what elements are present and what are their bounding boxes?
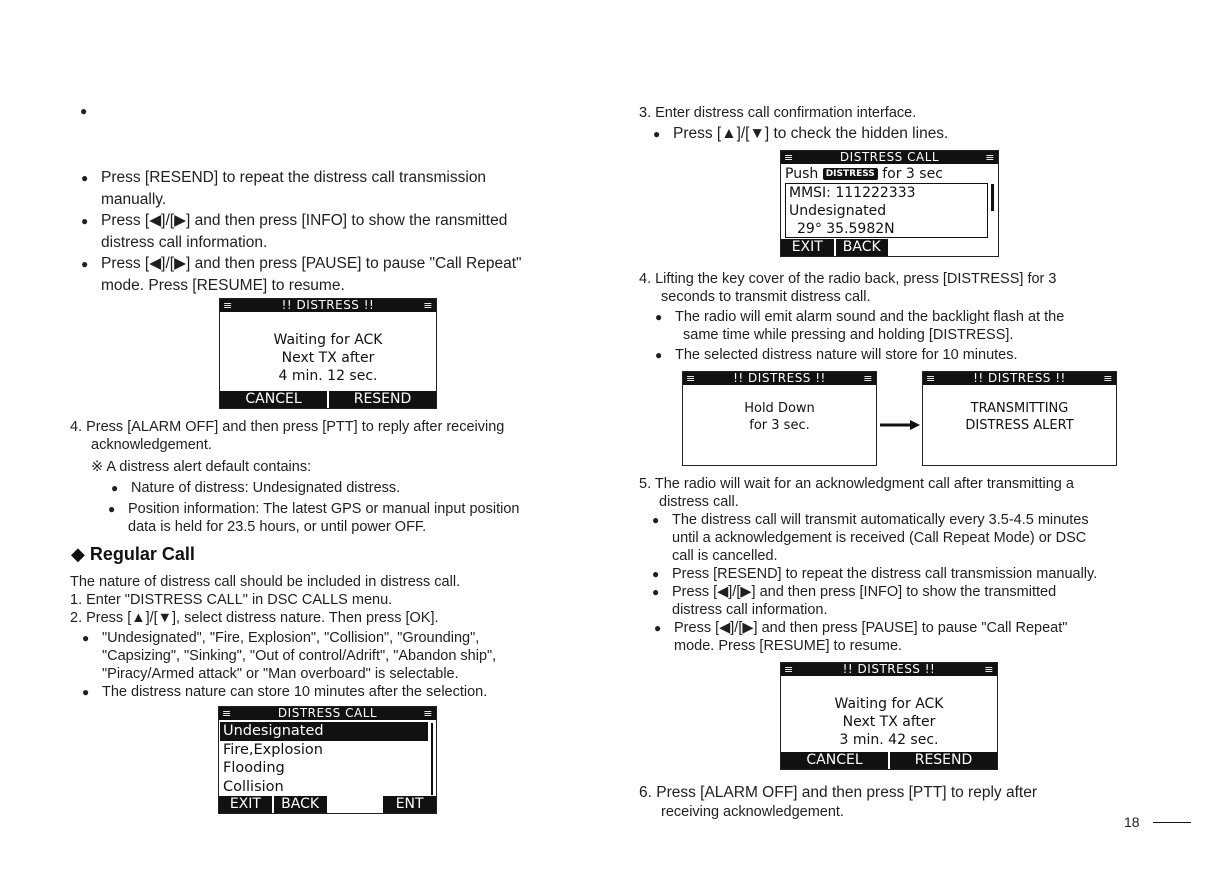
screen-title: !! DISTRESS !! <box>842 662 936 676</box>
section-heading: ◆ Regular Call <box>71 544 195 564</box>
list-item: Fire,Explosion <box>223 741 323 758</box>
list-item: Flooding <box>223 760 285 776</box>
left-step-1: 1. Enter "DISTRESS CALL" in DSC CALLS menu. <box>70 592 393 608</box>
note-bullet-1: ● Nature of distress: Undesignated distress. <box>111 480 401 496</box>
ent-softkey: ENT <box>381 796 436 813</box>
pause-bullet-right: ● Press [◀]/[▶] and then press [PAUSE] to pause "Call Repeat" mode. Press [RESUME] to resume. <box>654 620 1068 654</box>
note-bullet-2: ● Position information: The latest GPS or manual input position data is held for 23.5 hours, or until power OFF. <box>108 501 520 535</box>
auto-bullet: ● The distress call will transmit automatically every 3.5-4.5 minutes until a acknowledgement is received (Call Repeat Mode) or DSC call is cancelled. <box>652 512 1089 564</box>
store-bullet: ● The distress nature can store 10 minutes after the selection. <box>82 684 488 700</box>
screen-line: Next TX after <box>842 714 936 730</box>
list-item: Collision <box>223 778 284 795</box>
screen-line: 4 min. 12 sec. <box>278 368 378 384</box>
scrollbar <box>431 723 433 795</box>
exit-softkey: EXIT <box>229 796 261 812</box>
lcd-waiting-ack-2: ≡ !! DISTRESS !! ≡ Waiting for ACK Next TX after 3 min. 42 sec. CANCEL RESEND <box>780 662 998 770</box>
cancel-softkey: CANCEL <box>806 752 863 768</box>
screen-title: !! DISTRESS !! <box>973 371 1066 385</box>
push-label: Push <box>785 166 819 182</box>
back-softkey: BACK <box>834 239 889 256</box>
info-bullet-right: ● Press [◀]/[▶] and then press [INFO] to show the transmitted distress call information. <box>652 584 1057 618</box>
push-tail: for 3 sec <box>882 166 943 182</box>
note-line: ※ A distress alert default contains: <box>91 459 312 475</box>
lcd-transmitting: ≡ !! DISTRESS !! ≡ TRANSMITTING DISTRESS ALERT <box>922 371 1117 466</box>
position-line: 29° 35.5982N <box>797 221 895 237</box>
screen-line: Waiting for ACK <box>834 696 944 712</box>
screen-line: DISTRESS ALERT <box>965 418 1074 433</box>
nature-line: Undesignated <box>789 203 887 219</box>
selected-bullet: ● The selected distress nature will store for 10 minutes. <box>655 347 1018 363</box>
screen-line: Next TX after <box>281 350 375 366</box>
right-step-6: 6. Press [ALARM OFF] and then press [PTT] to reply after receiving acknowledgement. <box>639 784 1037 820</box>
page-number: 18 <box>1124 814 1140 830</box>
pause-bullet: ● Press [◀]/[▶] and then press [PAUSE] to pause "Call Repeat" mode. Press [RESUME] to resume. <box>81 255 522 294</box>
resend-softkey: RESEND <box>888 752 997 769</box>
exit-softkey: EXIT <box>791 239 823 255</box>
screen-line: Waiting for ACK <box>273 332 383 348</box>
screen-line: TRANSMITTING <box>970 401 1069 416</box>
check-bullet: ● Press [▲]/[▼] to check the hidden lines. <box>653 125 949 142</box>
intro-paragraph: The nature of distress call should be included in distress call. <box>70 574 461 590</box>
left-step-2: 2. Press [▲]/[▼], select distress nature. Then press [OK]. <box>70 610 439 626</box>
screen-title: DISTRESS CALL <box>839 150 940 164</box>
back-softkey: BACK <box>272 796 327 813</box>
cancel-softkey: CANCEL <box>245 391 302 407</box>
screen-title: !! DISTRESS !! <box>281 298 375 312</box>
resend-softkey: RESEND <box>327 391 436 408</box>
right-step-5: 5. The radio will wait for an acknowledgment call after transmitting a distress call. <box>639 476 1074 510</box>
arrow-right-icon <box>880 417 920 427</box>
lcd-distress-call-list: ≡ DISTRESS CALL ≡ Undesignated Fire,Explosion Flooding Collision EXIT BACK ENT <box>218 706 437 814</box>
right-step-4: 4. Lifting the key cover of the radio back, press [DISTRESS] for 3 seconds to transmit distress call. <box>639 271 1057 305</box>
list-item-selected: Undesignated <box>220 722 428 741</box>
screen-title: DISTRESS CALL <box>277 706 378 720</box>
resend-bullet-right: ● Press [RESEND] to repeat the distress call transmission manually. <box>652 566 1098 582</box>
screen-line: for 3 sec. <box>749 418 810 433</box>
info-bullet: ● Press [◀]/[▶] and then press [INFO] to show the ransmitted distress call information. <box>81 212 508 251</box>
scrollbar <box>991 184 994 211</box>
right-step-3: 3. Enter distress call confirmation interface. <box>639 105 917 121</box>
alarm-bullet: ● The radio will emit alarm sound and the backlight flash at the same time while pressing and holding [DISTRESS]. <box>655 309 1065 343</box>
nature-bullet: ● "Undesignated", "Fire, Explosion", "Collision", "Grounding", "Capsizing", "Sinking", "Out of control/Adrift", "Abandon ship", "Piracy/Armed attack" or "Man overboard" is selectable. <box>82 630 497 682</box>
screen-line: 3 min. 42 sec. <box>839 732 939 748</box>
resend-bullet: ● Press [RESEND] to repeat the distress call transmission manually. <box>81 169 487 208</box>
left-step-4: 4. Press [ALARM OFF] and then press [PTT] to reply after receiving acknowledgement. <box>70 419 505 453</box>
screen-title: !! DISTRESS !! <box>733 371 826 385</box>
mmsi-line: MMSI: 111222333 <box>789 185 916 201</box>
lcd-waiting-ack-1: ≡ !! DISTRESS !! ≡ Waiting for ACK Next TX after 4 min. 12 sec. CANCEL RESEND <box>219 298 437 409</box>
lcd-confirm-screen: ≡ DISTRESS CALL ≡ Push DISTRESS for 3 sec MMSI: 111222333 Undesignated 29° 35.5982N EXIT BACK <box>780 150 999 257</box>
distress-key-label: DISTRESS <box>823 168 878 180</box>
lcd-hold-down: ≡ !! DISTRESS !! ≡ Hold Down for 3 sec. <box>682 371 877 466</box>
screen-line: Hold Down <box>744 401 815 416</box>
blank-softkey <box>327 796 382 813</box>
page-rule <box>1153 822 1191 823</box>
